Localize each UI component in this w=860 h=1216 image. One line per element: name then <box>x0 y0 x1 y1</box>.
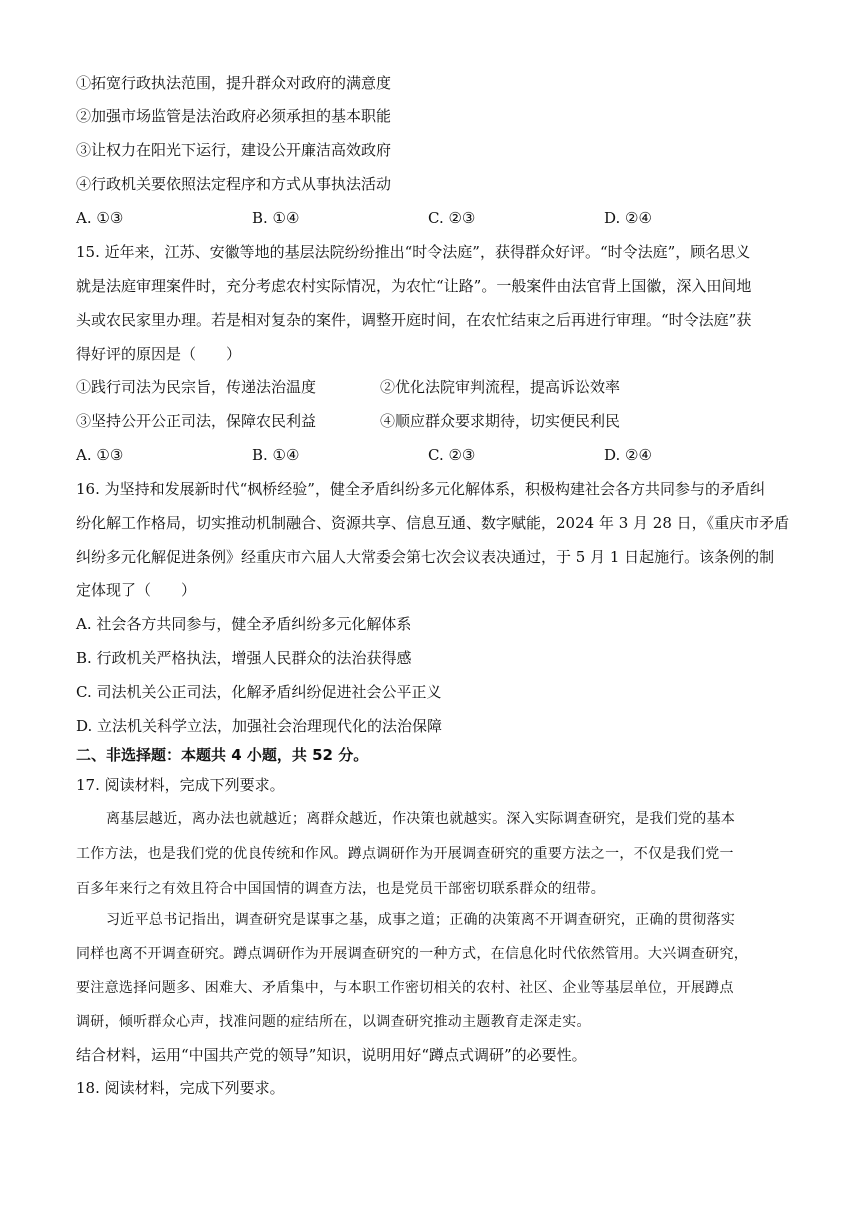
q14-item-1: ①拓宽行政执法范围，提升群众对政府的满意度 <box>76 74 392 92</box>
q15-option-d: D. ②④ <box>604 446 652 464</box>
q14-option-c: C. ②③ <box>428 209 476 227</box>
q15-item-1: ①践行司法为民宗旨，传递法治温度 <box>76 378 317 396</box>
q16-option-d: D. 立法机关科学立法，加强社会治理现代化的法治保障 <box>76 717 443 735</box>
q15-stem-line-1: 15. 近年来，江苏、安徽等地的基层法院纷纷推出“时令法庭”，获得群众好评。“时令法庭”，顾名思义 <box>76 243 751 261</box>
q17-material-line-2: 工作方法，也是我们党的优良传统和作风。蹲点调研作为开展调查研究的重要方法之一，不仅是我们党一 <box>76 846 734 862</box>
q14-option-b: B. ①④ <box>252 209 300 227</box>
q18-stem: 18. 阅读材料，完成下列要求。 <box>76 1079 285 1097</box>
q14-option-a: A. ①③ <box>76 209 124 227</box>
q16-option-b: B. 行政机关严格执法，增强人民群众的法治获得感 <box>76 649 412 667</box>
q17-material-line-4: 习近平总书记指出，调查研究是谋事之基，成事之道；正确的决策离不开调查研究，正确的贯彻落实 <box>106 912 736 928</box>
q17-question: 结合材料，运用“中国共产党的领导”知识，说明用好“蹲点式调研”的必要性。 <box>76 1046 587 1064</box>
q17-stem: 17. 阅读材料，完成下列要求。 <box>76 776 285 794</box>
q15-option-c: C. ②③ <box>428 446 476 464</box>
q16-stem-line-4: 定体现了（ ） <box>76 581 197 599</box>
q15-stem-line-4: 得好评的原因是（ ） <box>76 345 242 363</box>
q15-stem-line-2: 就是法庭审理案件时，充分考虑农村实际情况，为农忙“让路”。一般案件由法官背上国徽，深入田间地 <box>76 277 752 295</box>
q15-option-a: A. ①③ <box>76 446 124 464</box>
q17-material-line-6: 要注意选择问题多、困难大、矛盾集中，与本职工作密切相关的农村、社区、企业等基层单位，开展蹲点 <box>76 980 734 996</box>
q15-stem-line-3: 头或农民家里办理。若是相对复杂的案件，调整开庭时间，在农忙结束之后再进行审理。“时令法庭”获 <box>76 311 752 329</box>
section-heading: 二、非选择题：本题共 4 小题，共 52 分。 <box>76 746 369 764</box>
q14-item-2: ②加强市场监管是法治政府必须承担的基本职能 <box>76 107 392 125</box>
q17-material-line-5: 同样也离不开调查研究。蹲点调研作为开展调查研究的一种方式，在信息化时代依然管用。大兴调查研究， <box>76 946 749 962</box>
q16-option-a: A. 社会各方共同参与，健全矛盾纠纷多元化解体系 <box>76 615 412 633</box>
q17-material-line-3: 百多年来行之有效且符合中国国情的调查方法，也是党员干部密切联系群众的纽带。 <box>76 881 606 897</box>
q14-option-d: D. ②④ <box>604 209 652 227</box>
q15-option-b: B. ①④ <box>252 446 300 464</box>
q15-item-4: ④顺应群众要求期待，切实便民利民 <box>380 412 621 430</box>
q15-item-2: ②优化法院审判流程，提高诉讼效率 <box>380 378 621 396</box>
q14-item-3: ③让权力在阳光下运行，建设公开廉洁高效政府 <box>76 141 392 159</box>
q14-item-4: ④行政机关要依照法定程序和方式从事执法活动 <box>76 175 392 193</box>
q16-stem-line-2: 纷化解工作格局，切实推动机制融合、资源共享、信息互通、数字赋能，2024 年 3 月 28 日，《重庆市矛盾 <box>76 514 790 532</box>
q17-material-line-1: 离基层越近，离办法也就越近；离群众越近，作决策也就越实。深入实际调查研究，是我们党的基本 <box>106 811 736 827</box>
q15-item-3: ③坚持公开公正司法，保障农民利益 <box>76 412 317 430</box>
q17-material-line-7: 调研，倾听群众心声，找准问题的症结所在，以调查研究推动主题教育走深走实。 <box>76 1014 591 1030</box>
q16-stem-line-3: 纠纷多元化解促进条例》经重庆市六届人大常委会第七次会议表决通过，于 5 月 1 日起施行。该条例的制 <box>76 548 775 566</box>
q16-stem-line-1: 16. 为坚持和发展新时代“枫桥经验”，健全矛盾纠纷多元化解体系，积极构建社会各方共同参与的矛盾纠 <box>76 480 765 498</box>
q16-option-c: C. 司法机关公正司法，化解矛盾纠纷促进社会公平正义 <box>76 683 442 701</box>
